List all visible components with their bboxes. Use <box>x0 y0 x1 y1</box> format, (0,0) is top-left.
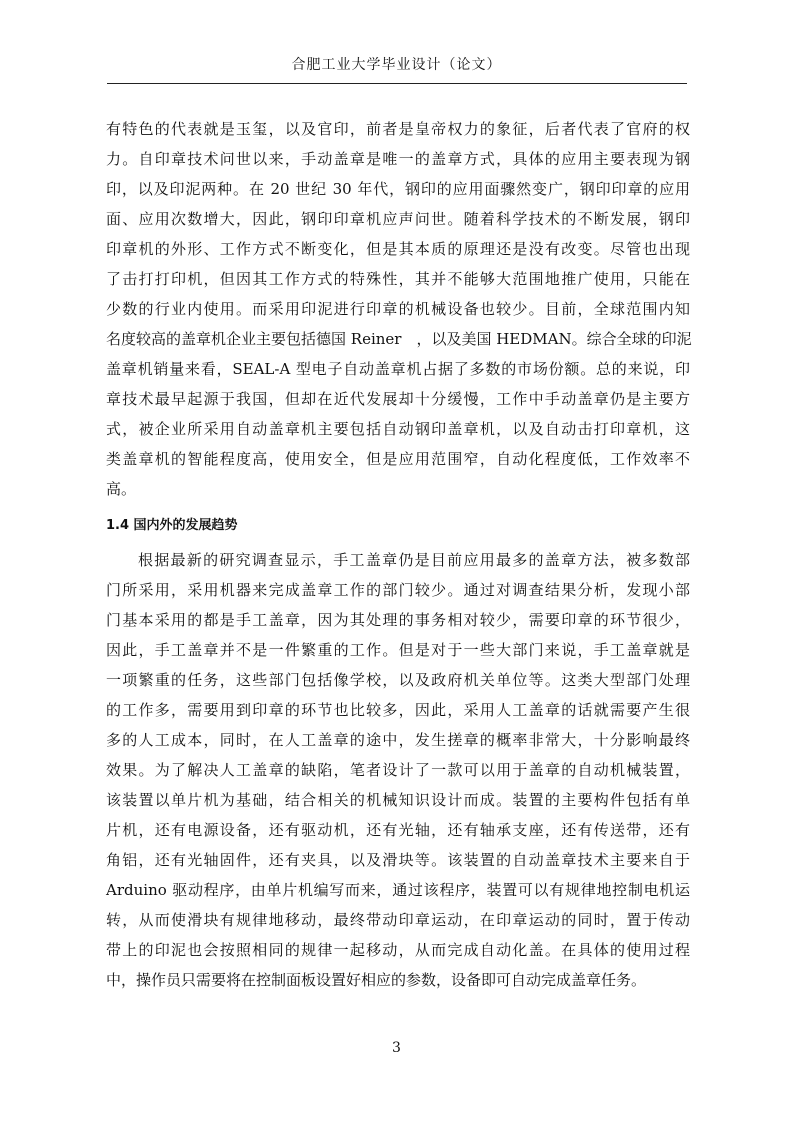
paragraph-line: 带上的印泥也会按照相同的规律一起移动，从而完成自动化盖。在具体的使用过程 <box>106 941 690 959</box>
paragraph-line: Arduino 驱动程序，由单片机编写而来，通过该程序，装置可以有规律地控制电机运 <box>106 881 690 899</box>
paragraph-line: 了击打打印机，但因其工作方式的特殊性，其并不能够大范围地推广使用，只能在 <box>106 270 690 288</box>
paragraph-line: 多的人工成本，同时，在人工盖章的途中，发生搓章的概率非常大，十分影响最终 <box>106 731 690 749</box>
paragraph-line: 转，从而使滑块有规律地移动，最终带动印章运动，在印章运动的同时，置于传动 <box>106 911 690 929</box>
paragraph-line: 该装置以单片机为基础，结合相关的机械知识设计而成。装置的主要构件包括有单 <box>106 791 690 809</box>
page-number: 3 <box>392 1040 401 1056</box>
paragraph-line: 高。 <box>106 480 137 498</box>
paragraph-line: 盖章机销量来看，SEAL-A 型电子自动盖章机占据了多数的市场份额。总的来说，印 <box>106 360 690 378</box>
paragraph-line: 的工作多，需要用到印章的环节也比较多，因此，采用人工盖章的话就需要产生很 <box>106 701 690 719</box>
paragraph-line: 片机，还有电源设备，还有驱动机，还有光轴，还有轴承支座，还有传送带，还有 <box>106 821 690 839</box>
paragraph-line: 力。自印章技术问世以来，手动盖章是唯一的盖章方式，具体的应用主要表现为钢 <box>106 150 690 168</box>
paragraph-line: 面、应用次数增大，因此，钢印印章机应声问世。随着科学技术的不断发展，钢印 <box>106 210 690 228</box>
paragraph-line: 效果。为了解决人工盖章的缺陷，笔者设计了一款可以用于盖章的自动机械装置， <box>106 761 690 779</box>
paragraph-line: 门基本采用的都是手工盖章，因为其处理的事务相对较少，需要印章的环节很少， <box>106 611 690 629</box>
paragraph-line: 一项繁重的任务，这些部门包括像学校，以及政府机关单位等。这类大型部门处理 <box>106 671 690 689</box>
section-heading: 1.4 国内外的发展趋势 <box>106 518 238 533</box>
paragraph-line: 印章机的外形、工作方式不断变化，但是其本质的原理还是没有改变。尽管也出现 <box>106 240 690 258</box>
paragraph-line: 类盖章机的智能程度高，使用安全，但是应用范围窄，自动化程度低，工作效率不 <box>106 450 690 468</box>
paragraph-trends <box>106 545 690 995</box>
page-header: 合肥工业大学毕业设计（论文） <box>291 57 502 73</box>
paragraph-line: 有特色的代表就是玉玺，以及官印，前者是皇帝权力的象征，后者代表了官府的权 <box>106 120 690 138</box>
paragraph-line: 名度较高的盖章机企业主要包括德国 Reiner ，以及美国 HEDMAN。综合全球的印泥 <box>106 330 692 348</box>
paragraph-history <box>106 114 690 504</box>
paragraph-line: 门所采用，采用机器来完成盖章工作的部门较少。通过对调查结果分析，发现小部 <box>106 581 690 599</box>
paragraph-line: 因此，手工盖章并不是一件繁重的工作。但是对于一些大部门来说，手工盖章就是 <box>106 641 690 659</box>
paragraph-line: 根据最新的研究调查显示，手工盖章仍是目前应用最多的盖章方法，被多数部 <box>138 551 690 569</box>
paragraph-line: 中，操作员只需要将在控制面板设置好相应的参数，设备即可自动完成盖章任务。 <box>106 971 647 989</box>
paragraph-line: 章技术最早起源于我国，但却在近代发展却十分缓慢，工作中手动盖章仍是主要方 <box>106 390 690 408</box>
paragraph-line: 式，被企业所采用自动盖章机主要包括自动钢印盖章机，以及自动击打印章机，这 <box>106 420 690 438</box>
header-rule <box>107 83 687 84</box>
paragraph-line: 角铝，还有光轴固件，还有夹具，以及滑块等。该装置的自动盖章技术主要来自于 <box>106 851 690 869</box>
paragraph-line: 少数的行业内使用。而采用印泥进行印章的机械设备也较少。目前，全球范围内知 <box>106 300 690 318</box>
paragraph-line: 印，以及印泥两种。在 20 世纪 30 年代，钢印的应用面骤然变广，钢印印章的应用 <box>106 180 690 198</box>
